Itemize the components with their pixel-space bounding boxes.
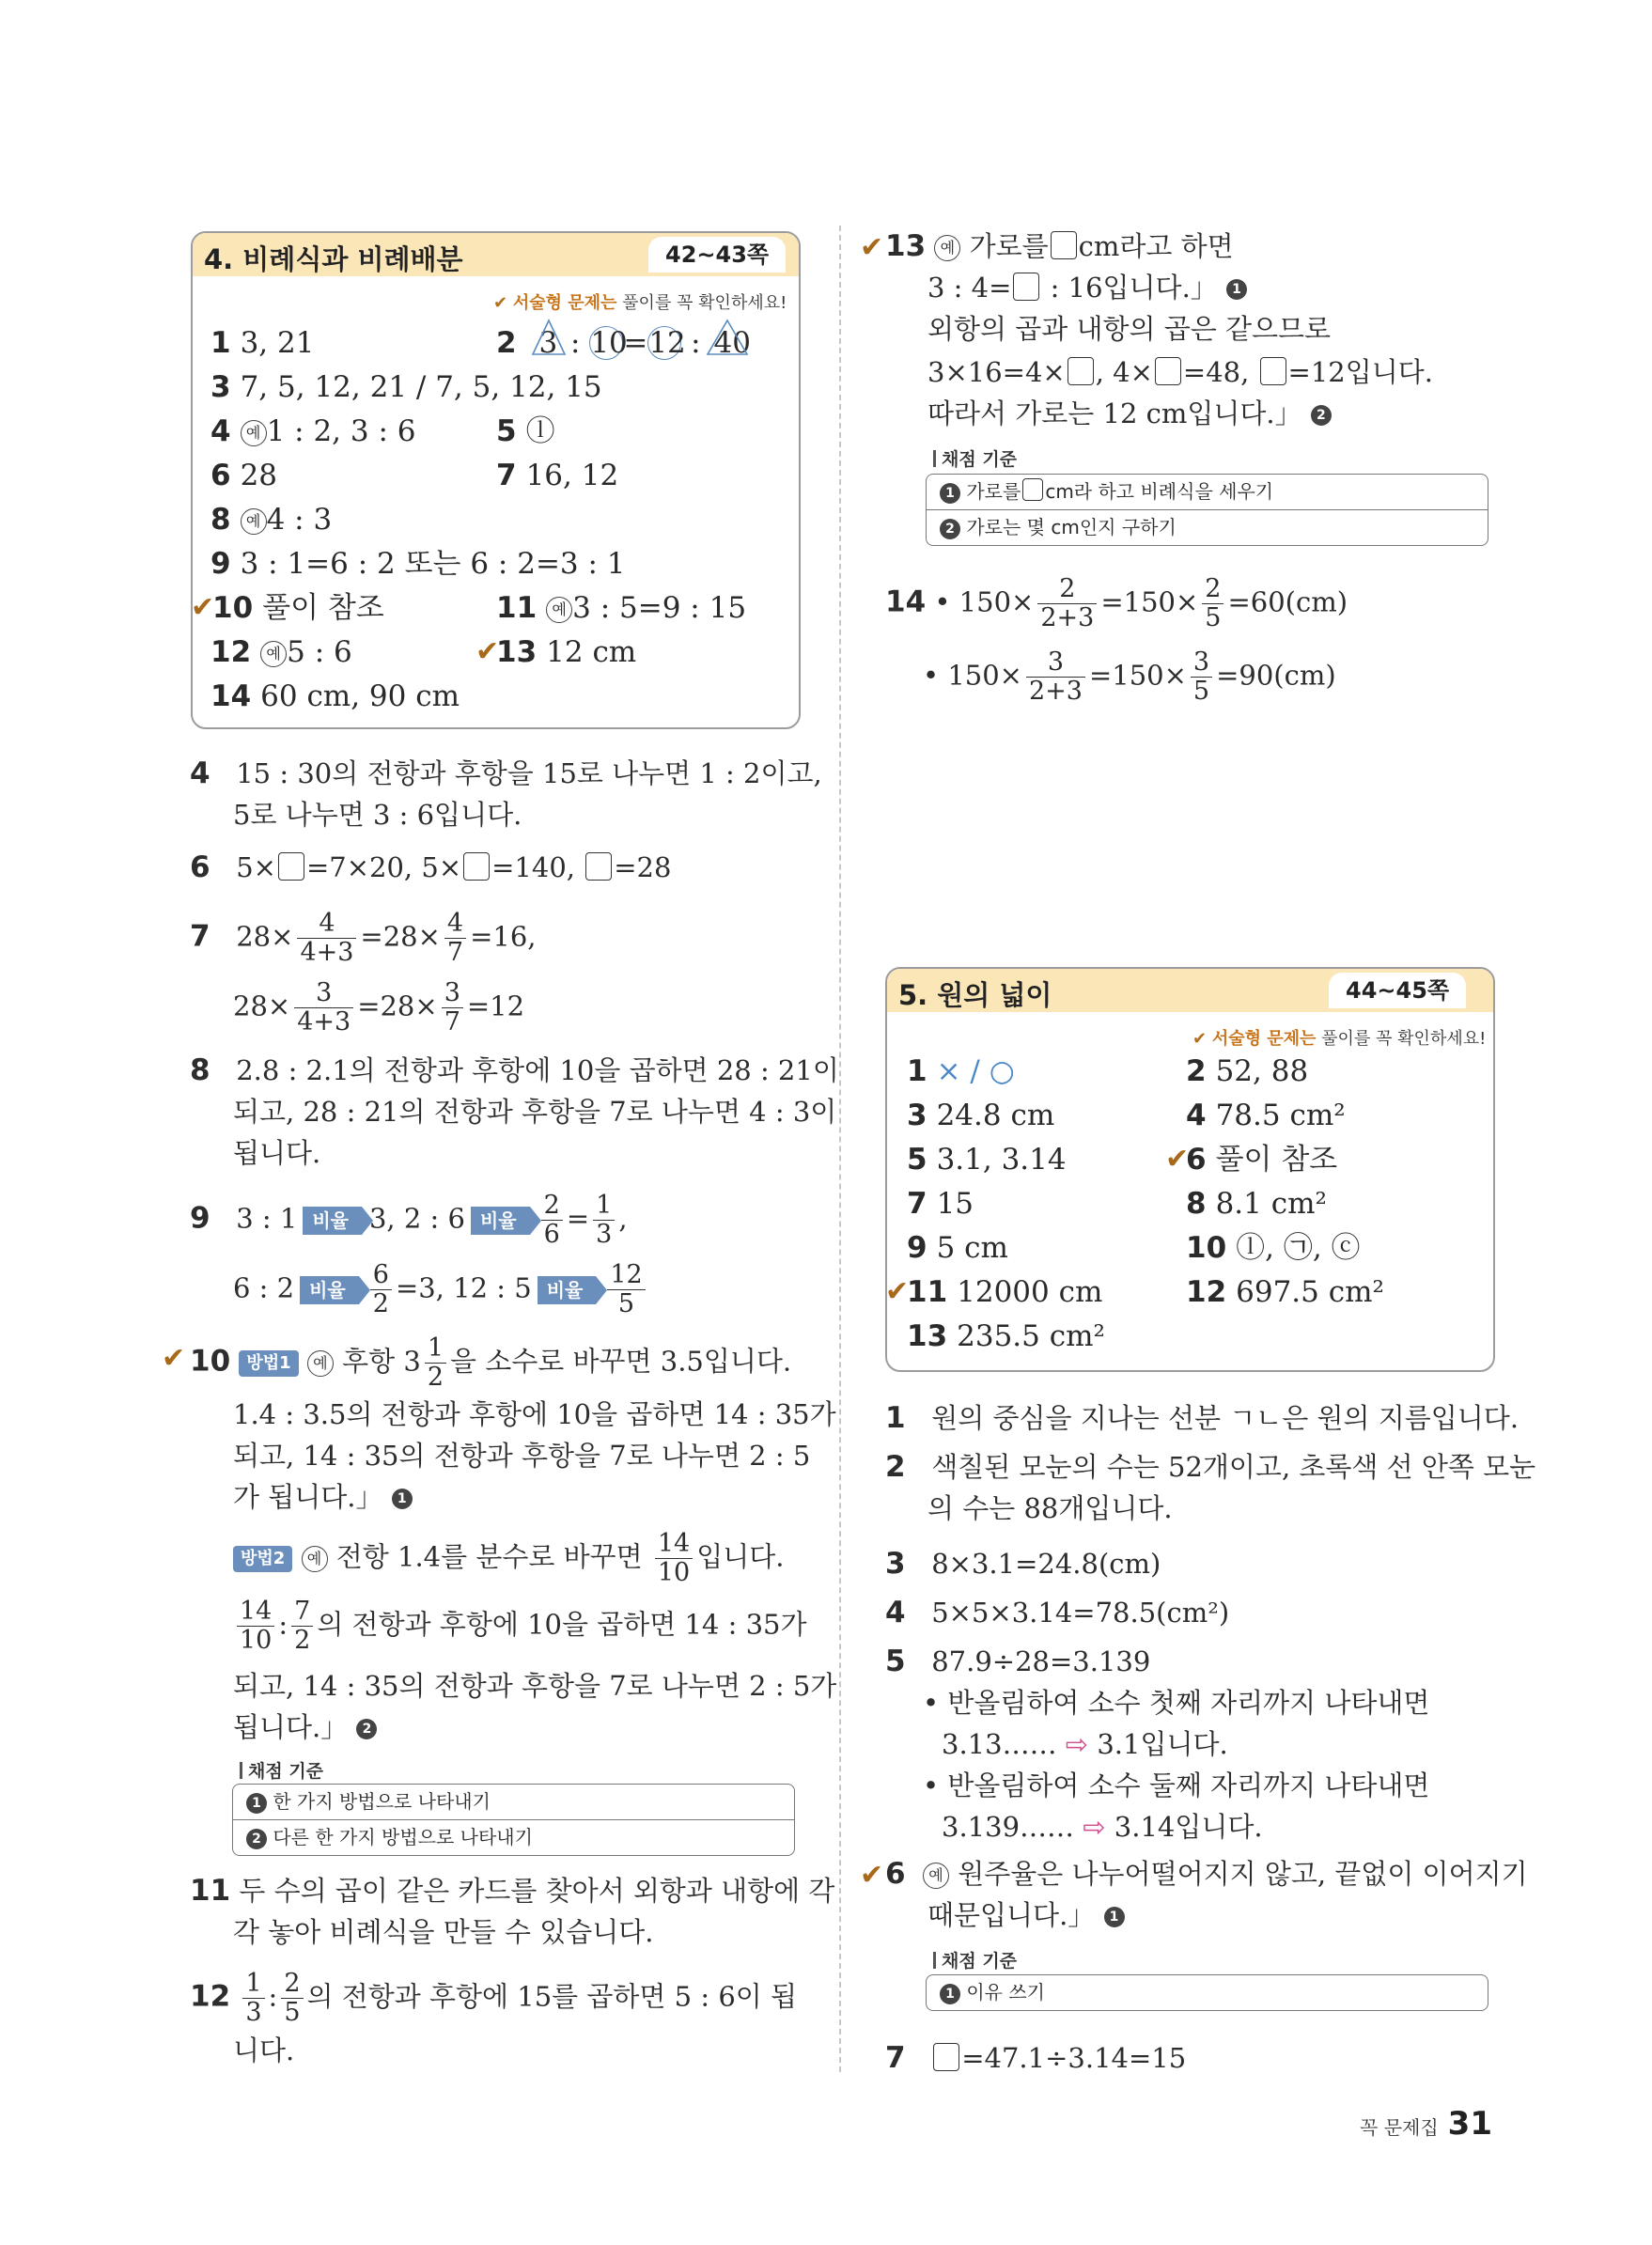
ex4-item-12-line2: 니다.: [233, 2035, 295, 2066]
arrow-icon: ⇨: [1065, 1728, 1089, 1760]
s4-answer-4: 4 예 1 : 2, 3 : 6: [210, 414, 416, 448]
ex4-item-13-line3: 외항의 곱과 내항의 곱은 같으므로: [927, 313, 1332, 345]
s5-answer-12: 12 697.5 cm²: [1186, 1275, 1384, 1309]
ex5-item-5-line5: 3.139…… ⇨ 3.14입니다.: [942, 1811, 1263, 1843]
ye-icon: 예: [934, 235, 960, 261]
s5-answer-5: 5 3.1, 3.14: [907, 1143, 1067, 1177]
criteria-row: 1 이유 쓰기: [927, 1975, 1488, 2010]
s5-answer-9: 9 5 cm: [907, 1231, 1008, 1265]
blank-box: [1013, 273, 1039, 301]
s4-answer-3: 3 7, 5, 12, 21 / 7, 5, 12, 15: [210, 370, 602, 404]
ex4-item-10: 10 방법1 예 후항 3 $\frac{1}{2}$ 을 소수로 바꾸면 3.5입니다.: [190, 1333, 792, 1392]
ratio-tag: 비율: [471, 1207, 530, 1235]
ex4-item-10-line5: 방법2 예 전항 1.4를 분수로 바꾸면 $\frac{14}{10}$ 입니다.: [233, 1530, 785, 1587]
ex4-13-criteria-title: 채점 기준: [933, 445, 1017, 471]
s5-answer-2: 2 52, 88: [1186, 1054, 1309, 1088]
ex4-item-7-line2: 28× $\frac{3}{4+3}$ =28× $\frac{3}{7}$ =12: [233, 978, 525, 1037]
ex4-item-8-line2: 되고, 28 : 21의 전항과 후항을 7로 나누면 4 : 3이: [233, 1096, 837, 1128]
ex4-item-8-line3: 됩니다.: [233, 1137, 321, 1169]
ex5-item-2-line2: 의 수는 88개입니다.: [927, 1492, 1173, 1524]
ex4-10-criteria-box: [232, 1784, 795, 1856]
s5-answer-1: 1 × / ○: [907, 1054, 1015, 1088]
ex5-item-7: 7 =47.1÷3.14=15: [885, 2041, 1187, 2075]
ex5-item-2: 2 색칠된 모눈의 수는 52개이고, 초록색 선 안쪽 모눈: [885, 1450, 1536, 1484]
ex5-item-5-line2: • 반올림하여 소수 첫째 자리까지 나타내면: [923, 1687, 1430, 1719]
triangle-mark-40: 40: [709, 324, 754, 362]
method2-tag: 방법2: [233, 1546, 292, 1572]
criteria-row: 2 다른 한 가지 방법으로 나타내기: [233, 1820, 794, 1855]
ex4-10-criteria-title: 채점 기준: [240, 1757, 323, 1783]
check-mark-icon: ✔: [860, 231, 884, 264]
ex4-item-9-line2: 6 : 2 비율 $\frac{6}{2}$ =3, 12 : 5 비율 $\frac{12}{5}$: [233, 1261, 649, 1318]
ex4-item-13: 13 예 가로를 cm라고 하면: [885, 229, 1234, 263]
ex4-item-4-line2: 5로 나누면 3 : 6입니다.: [233, 799, 522, 831]
ratio-tag: 비율: [538, 1276, 597, 1304]
ex4-item-13-line4: 3×16=4× , 4× =48, =12입니다.: [927, 356, 1433, 388]
blank-box: [1068, 357, 1094, 385]
s4-answer-1: 1 3, 21: [210, 326, 315, 360]
s5-answer-8: 8 8.1 cm²: [1186, 1187, 1327, 1221]
ex5-item-6-line2: 때문입니다.」 1: [927, 1894, 1125, 1936]
ex4-item-11: 11 두 수의 곱이 같은 카드를 찾아서 외항과 내항에 각: [190, 1874, 835, 1908]
s4-answer-9: 9 3 : 1=6 : 2 또는 6 : 2=3 : 1: [210, 547, 626, 581]
section4-pages: 42~43쪽: [648, 237, 786, 273]
blank-box: [1022, 478, 1043, 501]
s4-answer-8: 8 예 4 : 3: [210, 503, 333, 537]
ye-icon: 예: [546, 597, 572, 623]
method1-tag: 방법1: [239, 1350, 298, 1377]
s4-answer-11: 11 예 3 : 5=9 : 15: [496, 591, 747, 625]
ex5-item-4: 4 5×5×3.14=78.5(cm²): [885, 1596, 1230, 1629]
check-mark-icon: ✔: [1165, 1143, 1190, 1176]
criteria-row: 2 가로는 몇 cm인지 구하기: [927, 510, 1488, 545]
check-mark-icon: ✔: [162, 1342, 186, 1375]
blank-box: [1155, 357, 1181, 385]
ex4-item-13-line2: 3 : 4= : 16입니다.」 1: [927, 267, 1247, 308]
ex4-item-10-line4: 가 됩니다.」 1: [233, 1476, 413, 1518]
ex5-6-criteria-title: 채점 기준: [933, 1947, 1017, 1972]
blank-box: [933, 2043, 959, 2071]
s4-answer-6: 6 28: [210, 459, 278, 492]
ex4-item-10-line3: 되고, 14 : 35의 전항과 후항을 7로 나누면 2 : 5: [233, 1440, 811, 1472]
ex5-item-1: 1 원의 중심을 지나는 선분 ㄱㄴ은 원의 지름입니다.: [885, 1401, 1520, 1435]
blank-box: [463, 852, 490, 881]
blank-box: [585, 852, 612, 881]
s4-answer-7: 7 16, 12: [496, 459, 619, 492]
footer-label: 꼭 문제집: [1360, 2116, 1439, 2139]
s5-answer-13: 13 235.5 cm²: [907, 1319, 1105, 1353]
ex4-item-10-line6: $\frac{14}{10}$ : $\frac{7}{2}$ 의 전항과 후항에 10을 곱하면 14 : 35가: [233, 1598, 807, 1655]
criteria-row: 1 가로를 cm라 하고 비례식을 세우기: [927, 475, 1488, 510]
section4-title: 4. 비례식과 비례배분: [204, 243, 463, 275]
ex4-item-10-line2: 1.4 : 3.5의 전항과 후항에 10을 곱하면 14 : 35가: [233, 1398, 836, 1430]
ex4-item-6: 6 5× =7×20, 5× =140, =28: [190, 850, 672, 884]
arrow-icon: ⇨: [1083, 1811, 1106, 1843]
ex5-item-5-line4: • 반올림하여 소수 둘째 자리까지 나타내면: [923, 1769, 1430, 1801]
s5-answer-10: 10 ⓛ, ㉠, ⓒ: [1186, 1231, 1361, 1265]
s4-answer-5: 5 ⓛ: [496, 414, 555, 448]
s4-answer-12: 12 예 5 : 6: [210, 635, 352, 669]
circle-mark-10: 10: [590, 326, 628, 360]
section4-note: ✔ 서술형 문제는 풀이를 꼭 확인하세요!: [493, 293, 787, 313]
s5-answer-11: 11 12000 cm: [907, 1275, 1103, 1309]
ex4-item-8: 8 2.8 : 2.1의 전항과 후항에 10을 곱하면 28 : 21이: [190, 1053, 839, 1087]
ex4-item-11-line2: 각 놓아 비례식을 만들 수 있습니다.: [233, 1916, 654, 1948]
ratio-tag: 비율: [303, 1207, 362, 1235]
section5-header: [887, 969, 1493, 1012]
s5-answer-3: 3 24.8 cm: [907, 1099, 1055, 1132]
column-divider: [839, 226, 841, 2072]
blank-box: [278, 852, 304, 881]
ex4-item-13-line5: 따라서 가로는 12 cm입니다.」 2: [927, 393, 1332, 434]
check-mark-icon: ✔: [191, 591, 215, 624]
ex5-6-criteria-box: [926, 1974, 1488, 2011]
ex5-item-5-line3: 3.13…… ⇨ 3.1입니다.: [942, 1728, 1228, 1760]
ex5-item-6: 6 예 원주율은 나누어떨어지지 않고, 끝없이 이어지기: [885, 1857, 1528, 1891]
ex4-item-14-line2: • 150× $\frac{3}{2+3}$ =150× $\frac{3}{5}$ =90(cm): [923, 647, 1336, 706]
page-number: 31: [1447, 2105, 1492, 2143]
section5-title: 5. 원의 넓이: [898, 979, 1052, 1011]
ex4-item-12: 12 $\frac{1}{3}$ : $\frac{2}{5}$ 의 전항과 후항에 15를 곱하면 5 : 6이 됩: [190, 1969, 798, 2027]
section4-header: [193, 233, 799, 276]
check-mark-icon: ✔: [885, 1275, 910, 1308]
ex4-item-7: 7 28× $\frac{4}{4+3}$ =28× $\frac{4}{7}$ =16,: [190, 909, 537, 967]
ex5-item-3: 3 8×3.1=24.8(cm): [885, 1547, 1161, 1581]
ye-icon: 예: [923, 1863, 949, 1889]
s5-answer-4: 4 78.5 cm²: [1186, 1099, 1346, 1132]
s4-answer-10: 10 풀이 참조: [212, 591, 384, 625]
ex4-item-4: 4 15 : 30의 전항과 후항을 15로 나누면 1 : 2이고,: [190, 756, 822, 790]
circle-mark-12: 12: [648, 326, 686, 360]
blank-box: [1051, 231, 1077, 259]
ex4-item-10-line7: 되고, 14 : 35의 전항과 후항을 7로 나누면 2 : 5가: [233, 1670, 837, 1702]
blank-box: [1260, 357, 1286, 385]
ye-icon: 예: [307, 1350, 334, 1377]
page-footer: [1360, 2105, 1492, 2143]
ex4-13-criteria-box: [926, 474, 1488, 546]
criteria-row: 1 한 가지 방법으로 나타내기: [233, 1785, 794, 1820]
s4-answer-13: 13 12 cm: [496, 635, 637, 669]
ye-icon: 예: [241, 420, 267, 446]
ex5-item-5: 5 87.9÷28=3.139: [885, 1645, 1151, 1678]
ex4-item-9: 9 3 : 1 비율 3, 2 : 6 비율 $\frac{2}{6}$ = $\frac{1}{3}$ ,: [190, 1191, 628, 1249]
s5-answer-7: 7 15: [907, 1187, 974, 1221]
s4-answer-2: 2 3 : 10=12 : 40: [496, 324, 755, 362]
triangle-mark-3: 3: [535, 324, 561, 362]
s5-answer-6: 6 풀이 참조: [1186, 1143, 1338, 1177]
section5-pages: 44~45쪽: [1329, 973, 1466, 1008]
ye-icon: 예: [260, 641, 287, 667]
ye-icon: 예: [241, 508, 267, 535]
check-mark-icon: ✔: [860, 1859, 884, 1892]
check-mark-icon: ✔: [475, 635, 500, 668]
ex4-item-14: 14 • 150× $\frac{2}{2+3}$ =150× $\frac{2}{5}$ =60(cm): [885, 574, 1348, 632]
section5-note: ✔ 서술형 문제는 풀이를 꼭 확인하세요!: [1192, 1029, 1487, 1049]
ex4-item-10-line8: 됩니다.」 2: [233, 1707, 377, 1748]
s4-answer-14: 14 60 cm, 90 cm: [210, 679, 460, 713]
ye-icon: 예: [302, 1546, 328, 1572]
ratio-tag: 비율: [300, 1276, 359, 1304]
